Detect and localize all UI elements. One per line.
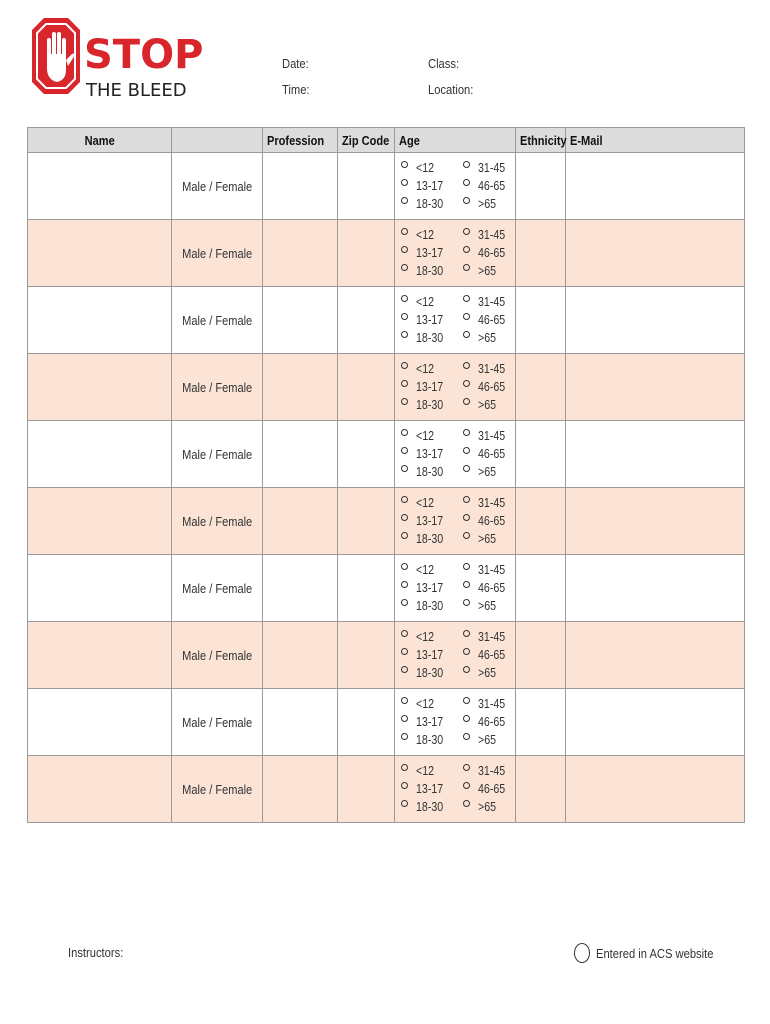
age-option-label: >65 xyxy=(478,599,497,613)
age-option[interactable] xyxy=(463,246,525,260)
age-option-label: 46-65 xyxy=(478,648,506,662)
age-cell xyxy=(395,220,516,287)
sex-option-text: Male / Female xyxy=(181,312,253,328)
profession-cell[interactable] xyxy=(263,153,338,220)
radio-circle-icon[interactable] xyxy=(401,532,408,539)
age-option[interactable] xyxy=(401,764,463,778)
radio-circle-icon[interactable] xyxy=(401,429,408,436)
age-option-label: 46-65 xyxy=(478,246,506,260)
instructors-label: Instructors: xyxy=(68,945,124,960)
class-label: Class: xyxy=(428,56,460,71)
radio-circle-icon[interactable] xyxy=(401,447,408,454)
age-option-label: >65 xyxy=(478,331,497,345)
radio-circle-icon[interactable] xyxy=(401,630,408,637)
age-option[interactable] xyxy=(463,581,525,595)
profession-cell[interactable] xyxy=(263,421,338,488)
age-option[interactable] xyxy=(463,496,525,510)
radio-circle-icon[interactable] xyxy=(401,362,408,369)
radio-circle-icon[interactable] xyxy=(463,599,470,606)
radio-circle-icon[interactable] xyxy=(401,715,408,722)
age-option-label: 46-65 xyxy=(478,715,506,729)
age-option[interactable] xyxy=(463,599,525,613)
sex-cell[interactable] xyxy=(172,689,263,756)
sex-cell[interactable] xyxy=(172,488,263,555)
age-option[interactable] xyxy=(401,264,463,278)
radio-circle-icon[interactable] xyxy=(463,800,470,807)
age-option[interactable] xyxy=(463,380,525,394)
age-option[interactable] xyxy=(401,429,463,443)
table-row xyxy=(28,756,745,823)
radio-circle-icon[interactable] xyxy=(463,179,470,186)
sex-cell[interactable] xyxy=(172,354,263,421)
age-option-label: <12 xyxy=(416,630,435,644)
age-option[interactable] xyxy=(463,800,525,814)
radio-circle-icon[interactable] xyxy=(463,331,470,338)
age-cell xyxy=(395,689,516,756)
age-option-label: >65 xyxy=(478,264,497,278)
email-cell[interactable] xyxy=(566,488,745,555)
radio-circle-icon[interactable] xyxy=(463,228,470,235)
radio-circle-icon[interactable] xyxy=(463,532,470,539)
name-cell[interactable] xyxy=(28,421,172,488)
name-cell[interactable] xyxy=(28,153,172,220)
age-option[interactable] xyxy=(401,228,463,242)
name-cell[interactable] xyxy=(28,287,172,354)
age-option[interactable] xyxy=(463,764,525,778)
radio-circle-icon[interactable] xyxy=(401,648,408,655)
radio-circle-icon[interactable] xyxy=(401,331,408,338)
age-option[interactable] xyxy=(401,380,463,394)
sex-cell[interactable] xyxy=(172,421,263,488)
age-option-label: 13-17 xyxy=(416,782,444,796)
age-option[interactable] xyxy=(401,800,463,814)
age-option[interactable] xyxy=(401,161,463,175)
name-cell[interactable] xyxy=(28,689,172,756)
sex-cell[interactable] xyxy=(172,622,263,689)
name-cell[interactable] xyxy=(28,756,172,823)
zip-code-cell[interactable] xyxy=(338,756,395,823)
age-option-label: 31-45 xyxy=(478,563,506,577)
age-option-label: 46-65 xyxy=(478,179,506,193)
radio-circle-icon[interactable] xyxy=(463,697,470,704)
age-option[interactable] xyxy=(401,313,463,327)
table-row xyxy=(28,421,745,488)
radio-circle-icon[interactable] xyxy=(401,465,408,472)
col-sex-header xyxy=(172,128,263,153)
name-cell[interactable] xyxy=(28,220,172,287)
age-option[interactable] xyxy=(401,733,463,747)
sex-option-text: Male / Female xyxy=(181,714,253,730)
profession-cell[interactable] xyxy=(263,488,338,555)
radio-circle-icon[interactable] xyxy=(463,246,470,253)
age-option[interactable] xyxy=(401,563,463,577)
radio-circle-icon[interactable] xyxy=(401,380,408,387)
age-option-label: <12 xyxy=(416,429,435,443)
age-option[interactable] xyxy=(401,465,463,479)
zip-code-cell[interactable] xyxy=(338,354,395,421)
age-option-label: 18-30 xyxy=(416,264,444,278)
age-option[interactable] xyxy=(463,362,525,376)
email-cell[interactable] xyxy=(566,622,745,689)
age-option-label: 13-17 xyxy=(416,447,444,461)
radio-circle-icon[interactable] xyxy=(401,697,408,704)
table-row xyxy=(28,220,745,287)
age-option-label: 31-45 xyxy=(478,496,506,510)
age-cell xyxy=(395,756,516,823)
radio-circle-icon[interactable] xyxy=(463,782,470,789)
radio-circle-icon[interactable] xyxy=(463,447,470,454)
age-option-label: <12 xyxy=(416,764,435,778)
time-label: Time: xyxy=(282,82,310,97)
email-cell[interactable] xyxy=(566,756,745,823)
age-option[interactable] xyxy=(463,514,525,528)
age-option-label: >65 xyxy=(478,666,497,680)
age-option-label: 46-65 xyxy=(478,581,506,595)
age-option-label: 31-45 xyxy=(478,362,506,376)
radio-circle-icon[interactable] xyxy=(463,715,470,722)
radio-circle-icon[interactable] xyxy=(463,465,470,472)
age-option-label: 46-65 xyxy=(478,447,506,461)
age-option[interactable] xyxy=(463,447,525,461)
age-option[interactable] xyxy=(463,648,525,662)
table-row xyxy=(28,488,745,555)
entered-in-acs-checkbox[interactable] xyxy=(574,943,733,963)
age-option-label: <12 xyxy=(416,161,435,175)
radio-circle-icon[interactable] xyxy=(463,398,470,405)
radio-circle-icon[interactable] xyxy=(401,246,408,253)
age-option-label: 46-65 xyxy=(478,782,506,796)
age-option-label: 18-30 xyxy=(416,398,444,412)
sex-option-text: Male / Female xyxy=(181,781,253,797)
age-option-label: 13-17 xyxy=(416,380,444,394)
age-option-label: 18-30 xyxy=(416,532,444,546)
sex-option-text: Male / Female xyxy=(181,178,253,194)
profession-cell[interactable] xyxy=(263,287,338,354)
radio-circle-icon[interactable] xyxy=(463,733,470,740)
radio-circle-icon[interactable] xyxy=(463,161,470,168)
radio-circle-icon[interactable] xyxy=(463,197,470,204)
age-option-label: 18-30 xyxy=(416,733,444,747)
profession-cell[interactable] xyxy=(263,622,338,689)
email-cell[interactable] xyxy=(566,555,745,622)
sex-option-text: Male / Female xyxy=(181,379,253,395)
table-row xyxy=(28,622,745,689)
age-option[interactable] xyxy=(463,264,525,278)
radio-circle-icon[interactable] xyxy=(401,179,408,186)
age-option[interactable] xyxy=(463,465,525,479)
age-option-label: >65 xyxy=(478,800,497,814)
radio-circle-icon[interactable] xyxy=(463,264,470,271)
table-row xyxy=(28,555,745,622)
col-name-header: Name xyxy=(28,128,172,153)
age-option[interactable] xyxy=(463,666,525,680)
age-option[interactable] xyxy=(463,161,525,175)
date-label: Date: xyxy=(282,56,309,71)
age-option[interactable] xyxy=(463,179,525,193)
radio-circle-icon[interactable] xyxy=(463,380,470,387)
name-cell[interactable] xyxy=(28,488,172,555)
radio-circle-icon[interactable] xyxy=(401,764,408,771)
age-option[interactable] xyxy=(463,733,525,747)
sex-cell[interactable] xyxy=(172,756,263,823)
radio-circle-icon[interactable] xyxy=(401,313,408,320)
age-option-label: 31-45 xyxy=(478,697,506,711)
age-option-label: 31-45 xyxy=(478,228,506,242)
age-option-label: 13-17 xyxy=(416,246,444,260)
age-option[interactable] xyxy=(401,295,463,309)
sex-cell[interactable] xyxy=(172,287,263,354)
age-option[interactable] xyxy=(463,295,525,309)
location-label: Location: xyxy=(428,82,474,97)
age-option-label: <12 xyxy=(416,295,435,309)
age-option-label: 18-30 xyxy=(416,800,444,814)
radio-circle-icon[interactable] xyxy=(401,197,408,204)
zip-code-cell[interactable] xyxy=(338,622,395,689)
radio-circle-icon[interactable] xyxy=(401,599,408,606)
age-option[interactable] xyxy=(463,398,525,412)
table-row xyxy=(28,689,745,756)
radio-circle-icon[interactable] xyxy=(401,800,408,807)
sex-cell[interactable] xyxy=(172,555,263,622)
age-cell xyxy=(395,421,516,488)
email-cell[interactable] xyxy=(566,421,745,488)
name-cell[interactable] xyxy=(28,555,172,622)
age-option[interactable] xyxy=(463,563,525,577)
age-option-label: >65 xyxy=(478,733,497,747)
age-option-label: <12 xyxy=(416,563,435,577)
radio-circle-icon[interactable] xyxy=(463,313,470,320)
radio-circle-icon[interactable] xyxy=(463,563,470,570)
age-option-label: 18-30 xyxy=(416,666,444,680)
age-option[interactable] xyxy=(401,666,463,680)
sex-option-text: Male / Female xyxy=(181,513,253,529)
age-cell xyxy=(395,354,516,421)
age-option-label: 18-30 xyxy=(416,465,444,479)
age-option-label: >65 xyxy=(478,532,497,546)
zip-code-cell[interactable] xyxy=(338,287,395,354)
age-option-label: >65 xyxy=(478,398,497,412)
zip-code-cell[interactable] xyxy=(338,421,395,488)
age-option[interactable] xyxy=(401,599,463,613)
age-option-label: 31-45 xyxy=(478,161,506,175)
age-cell xyxy=(395,622,516,689)
name-cell[interactable] xyxy=(28,354,172,421)
sex-option-text: Male / Female xyxy=(181,580,253,596)
radio-circle-icon[interactable] xyxy=(463,295,470,302)
zip-code-cell[interactable] xyxy=(338,555,395,622)
age-option-label: 13-17 xyxy=(416,514,444,528)
radio-circle-icon[interactable] xyxy=(463,764,470,771)
age-option[interactable] xyxy=(401,362,463,376)
table-row xyxy=(28,354,745,421)
table-header-row xyxy=(28,128,745,153)
profession-cell[interactable] xyxy=(263,354,338,421)
radio-circle-icon[interactable] xyxy=(401,161,408,168)
logo-stop-text: STOP xyxy=(84,32,204,78)
age-option[interactable] xyxy=(463,313,525,327)
col-zip-header: Zip Code xyxy=(338,128,395,153)
age-option[interactable] xyxy=(401,179,463,193)
age-option-label: 18-30 xyxy=(416,331,444,345)
age-option-label: 31-45 xyxy=(478,630,506,644)
age-option[interactable] xyxy=(401,581,463,595)
table-row xyxy=(28,287,745,354)
radio-circle-icon[interactable] xyxy=(463,514,470,521)
radio-circle-icon[interactable] xyxy=(463,362,470,369)
age-option-label: 13-17 xyxy=(416,715,444,729)
age-option[interactable] xyxy=(463,630,525,644)
stop-the-bleed-logo xyxy=(30,16,204,102)
radio-circle-icon[interactable] xyxy=(401,581,408,588)
age-option[interactable] xyxy=(463,532,525,546)
age-option-label: 13-17 xyxy=(416,313,444,327)
col-ethnicity-header: Ethnicity xyxy=(516,128,566,153)
col-age-header: Age xyxy=(395,128,516,153)
age-option[interactable] xyxy=(401,447,463,461)
email-cell[interactable] xyxy=(566,153,745,220)
age-option-label: 13-17 xyxy=(416,179,444,193)
radio-circle-icon[interactable] xyxy=(463,630,470,637)
age-option[interactable] xyxy=(463,715,525,729)
age-option-label: 46-65 xyxy=(478,313,506,327)
email-cell[interactable] xyxy=(566,354,745,421)
email-cell[interactable] xyxy=(566,689,745,756)
radio-circle-icon[interactable] xyxy=(401,733,408,740)
age-option-label: 13-17 xyxy=(416,581,444,595)
radio-circle-icon[interactable] xyxy=(401,398,408,405)
sex-option-text: Male / Female xyxy=(181,245,253,261)
age-option-label: <12 xyxy=(416,362,435,376)
radio-circle-icon[interactable] xyxy=(401,295,408,302)
age-option[interactable] xyxy=(463,197,525,211)
age-option[interactable] xyxy=(463,228,525,242)
attendance-table xyxy=(27,127,745,823)
profession-cell[interactable] xyxy=(263,220,338,287)
sex-option-text: Male / Female xyxy=(181,446,253,462)
zip-code-cell[interactable] xyxy=(338,689,395,756)
sex-option-text: Male / Female xyxy=(181,647,253,663)
radio-circle-icon[interactable] xyxy=(401,496,408,503)
age-option[interactable] xyxy=(401,648,463,662)
age-option[interactable] xyxy=(401,246,463,260)
radio-circle-icon[interactable] xyxy=(401,514,408,521)
age-option[interactable] xyxy=(401,697,463,711)
age-option[interactable] xyxy=(401,630,463,644)
age-option[interactable] xyxy=(401,532,463,546)
age-option[interactable] xyxy=(463,429,525,443)
age-option-label: 46-65 xyxy=(478,514,506,528)
age-option-label: <12 xyxy=(416,496,435,510)
radio-circle-icon[interactable] xyxy=(463,496,470,503)
checkbox-circle-icon[interactable] xyxy=(574,943,590,963)
table-row xyxy=(28,153,745,220)
age-option-label: <12 xyxy=(416,697,435,711)
radio-circle-icon[interactable] xyxy=(463,429,470,436)
age-option-label: <12 xyxy=(416,228,435,242)
age-option[interactable] xyxy=(401,715,463,729)
radio-circle-icon[interactable] xyxy=(463,666,470,673)
age-option-label: 46-65 xyxy=(478,380,506,394)
age-option-label: 13-17 xyxy=(416,648,444,662)
entered-in-acs-label: Entered in ACS website xyxy=(596,945,714,961)
age-option[interactable] xyxy=(401,782,463,796)
age-cell xyxy=(395,555,516,622)
age-cell xyxy=(395,287,516,354)
profession-cell[interactable] xyxy=(263,756,338,823)
radio-circle-icon[interactable] xyxy=(401,782,408,789)
age-option[interactable] xyxy=(401,398,463,412)
age-option[interactable] xyxy=(463,331,525,345)
age-cell xyxy=(395,488,516,555)
age-option[interactable] xyxy=(463,782,525,796)
age-option-label: 18-30 xyxy=(416,599,444,613)
age-option-label: >65 xyxy=(478,465,497,479)
sex-cell[interactable] xyxy=(172,153,263,220)
col-profession-header: Profession xyxy=(263,128,338,153)
age-option[interactable] xyxy=(401,496,463,510)
age-option-label: 18-30 xyxy=(416,197,444,211)
age-option-label: 31-45 xyxy=(478,295,506,309)
age-cell xyxy=(395,153,516,220)
col-email-header: E-Mail xyxy=(566,128,745,153)
sex-cell[interactable] xyxy=(172,220,263,287)
radio-circle-icon[interactable] xyxy=(401,666,408,673)
radio-circle-icon[interactable] xyxy=(401,563,408,570)
zip-code-cell[interactable] xyxy=(338,488,395,555)
zip-code-cell[interactable] xyxy=(338,153,395,220)
age-option[interactable] xyxy=(463,697,525,711)
radio-circle-icon[interactable] xyxy=(401,228,408,235)
profession-cell[interactable] xyxy=(263,689,338,756)
name-cell[interactable] xyxy=(28,622,172,689)
logo-bleed-text: THE BLEED xyxy=(86,80,187,101)
profession-cell[interactable] xyxy=(263,555,338,622)
radio-circle-icon[interactable] xyxy=(463,648,470,655)
email-cell[interactable] xyxy=(566,287,745,354)
age-option[interactable] xyxy=(401,331,463,345)
age-option-label: 31-45 xyxy=(478,764,506,778)
age-option-label: 31-45 xyxy=(478,429,506,443)
radio-circle-icon[interactable] xyxy=(401,264,408,271)
radio-circle-icon[interactable] xyxy=(463,581,470,588)
age-option[interactable] xyxy=(401,197,463,211)
zip-code-cell[interactable] xyxy=(338,220,395,287)
age-option[interactable] xyxy=(401,514,463,528)
email-cell[interactable] xyxy=(566,220,745,287)
age-option-label: >65 xyxy=(478,197,497,211)
